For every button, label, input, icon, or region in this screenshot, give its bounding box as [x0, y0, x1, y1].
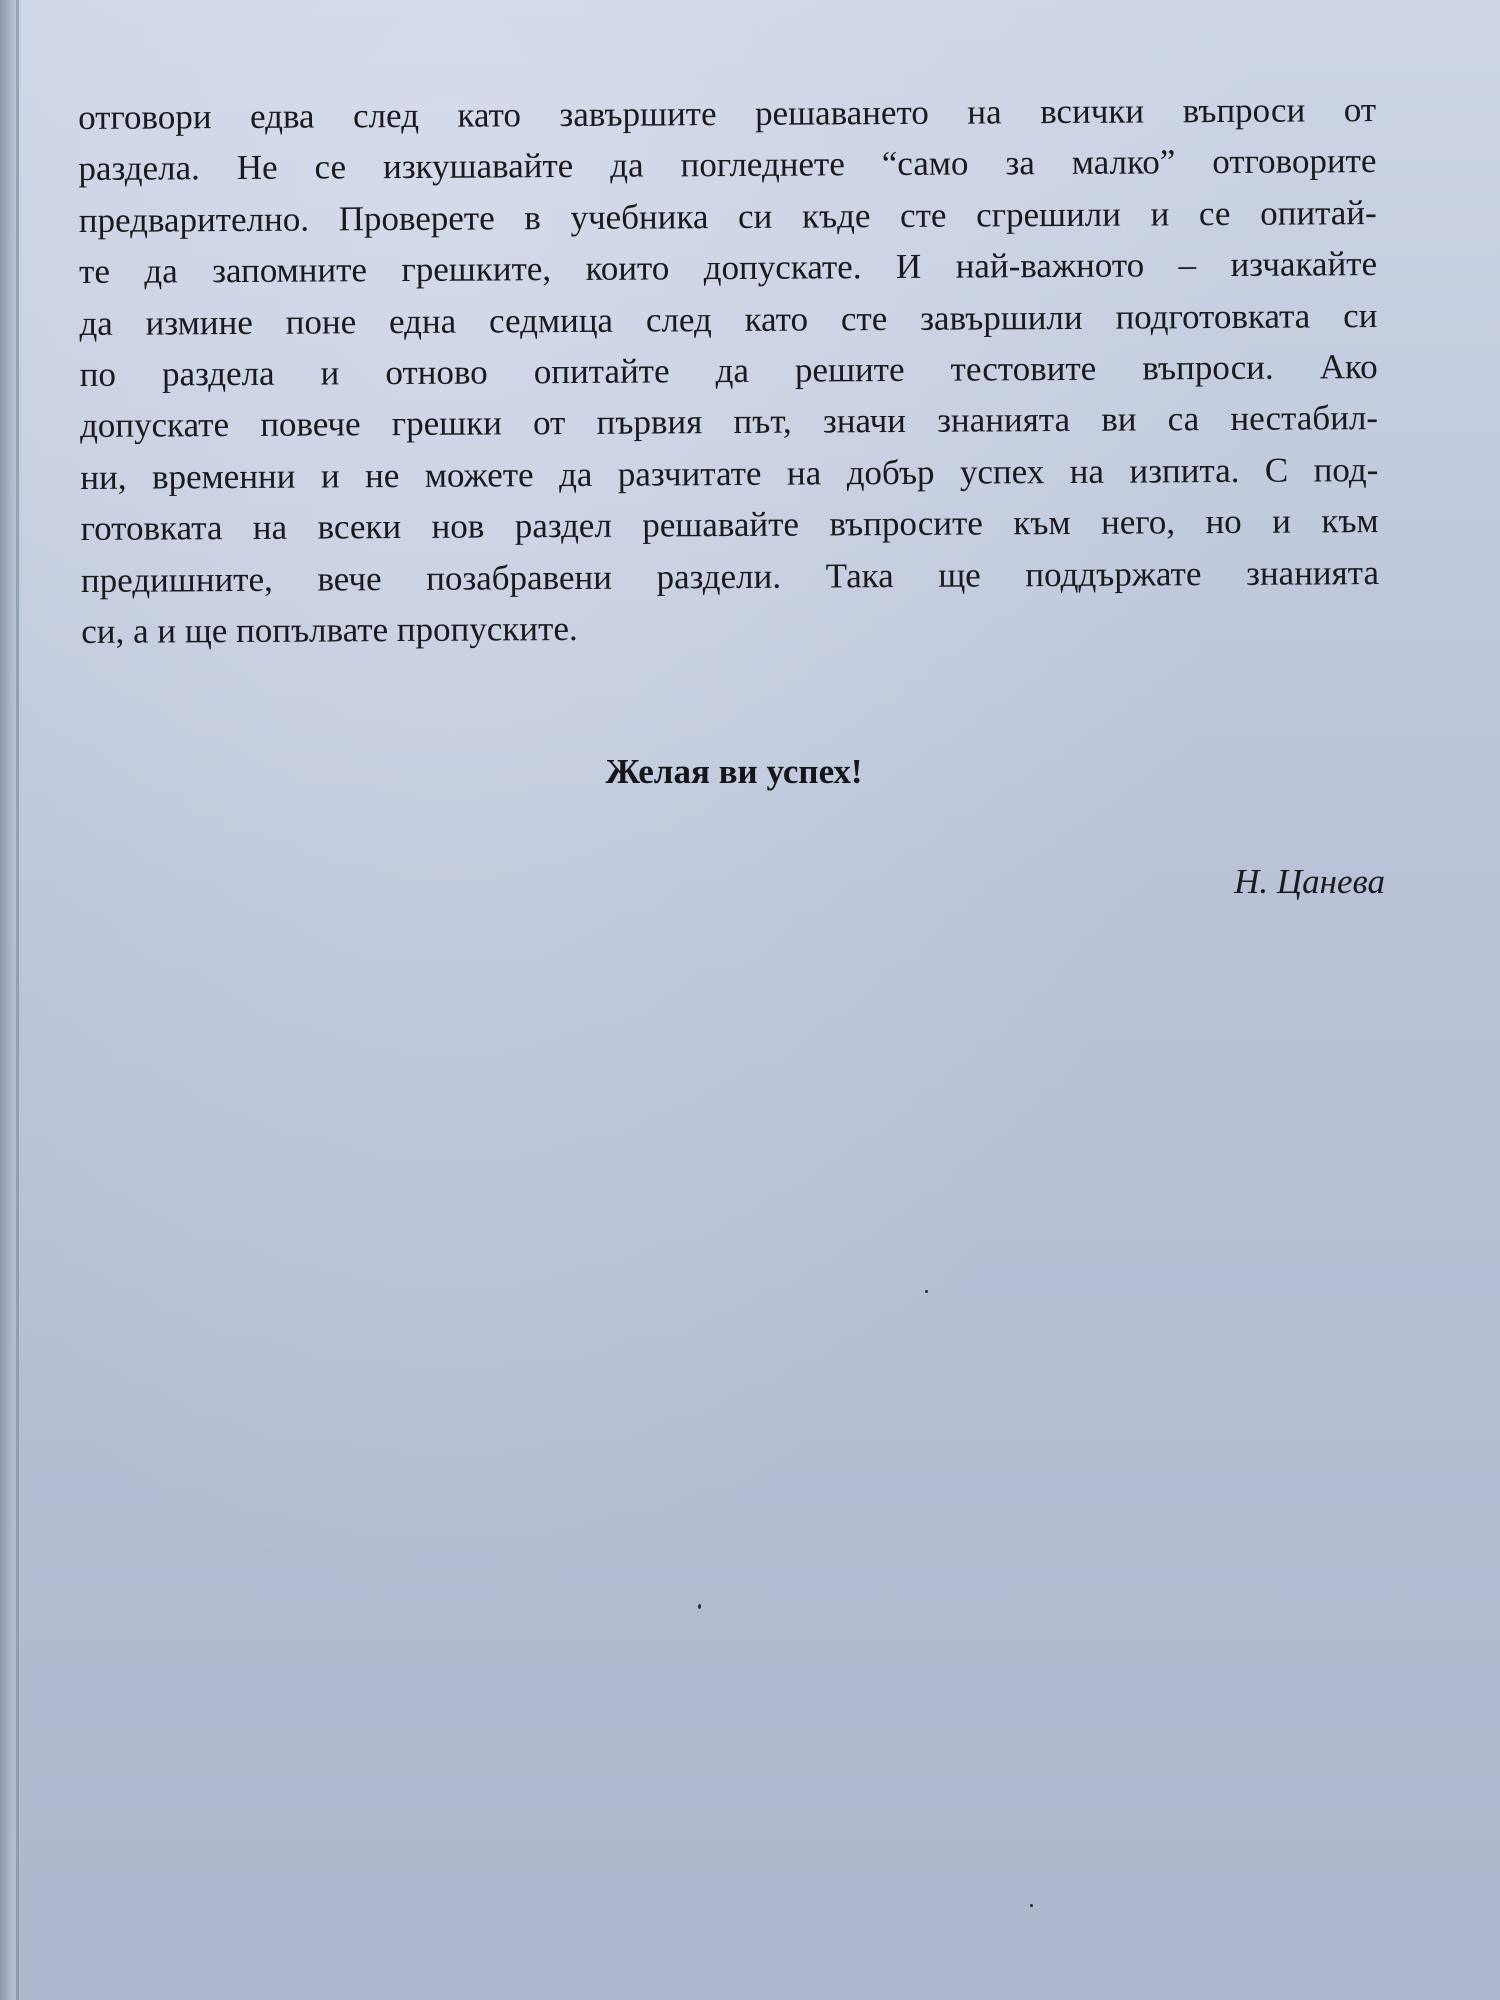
- page-fold-line: [16, 0, 19, 2000]
- paragraph-line: предишните, вече позабравени раздели. Така ще поддържате знанията: [80, 552, 1380, 600]
- paragraph-line: си, а и ще попълвате пропуските.: [81, 609, 578, 652]
- paragraph-line: те да запомните грешките, които допускате. И най-важното – изчакайте: [78, 244, 1378, 292]
- body-paragraph: [78, 84, 1379, 657]
- paragraph-line: допускате повече грешки от първия път, значи знанията ви са нестабил-: [79, 398, 1379, 446]
- paragraph-line: предварително. Проверете в учебника си къде сте сгрешили и се опитай-: [78, 192, 1377, 240]
- paragraph-line: да измине поне една седмица след като сте завършили подготовката си: [79, 295, 1378, 343]
- paragraph-line: готовката на всеки нов раздел решавайте въпросите към него, но и към: [80, 501, 1379, 549]
- closing-wish: Желая ви успех!: [605, 752, 863, 791]
- author-signature: Н. Цанева: [1234, 862, 1385, 901]
- paper-speck: [698, 1604, 701, 1609]
- paragraph-line: отговори едва след като завършите решаването на всички въпроси от: [78, 90, 1377, 137]
- paragraph-line: по раздела и отново опитайте да решите тестовите въпроси. Ако: [79, 347, 1378, 395]
- paragraph-line: ни, временни и не можете да разчитате на добър успех на изпита. С под-: [80, 449, 1379, 497]
- paper-speck: [925, 1290, 928, 1293]
- paper-speck: [1030, 1904, 1033, 1907]
- page-left-edge: [0, 0, 22, 2000]
- paragraph-line: раздела. Не се изкушавайте да погледнете “само за малко” отговорите: [78, 141, 1377, 189]
